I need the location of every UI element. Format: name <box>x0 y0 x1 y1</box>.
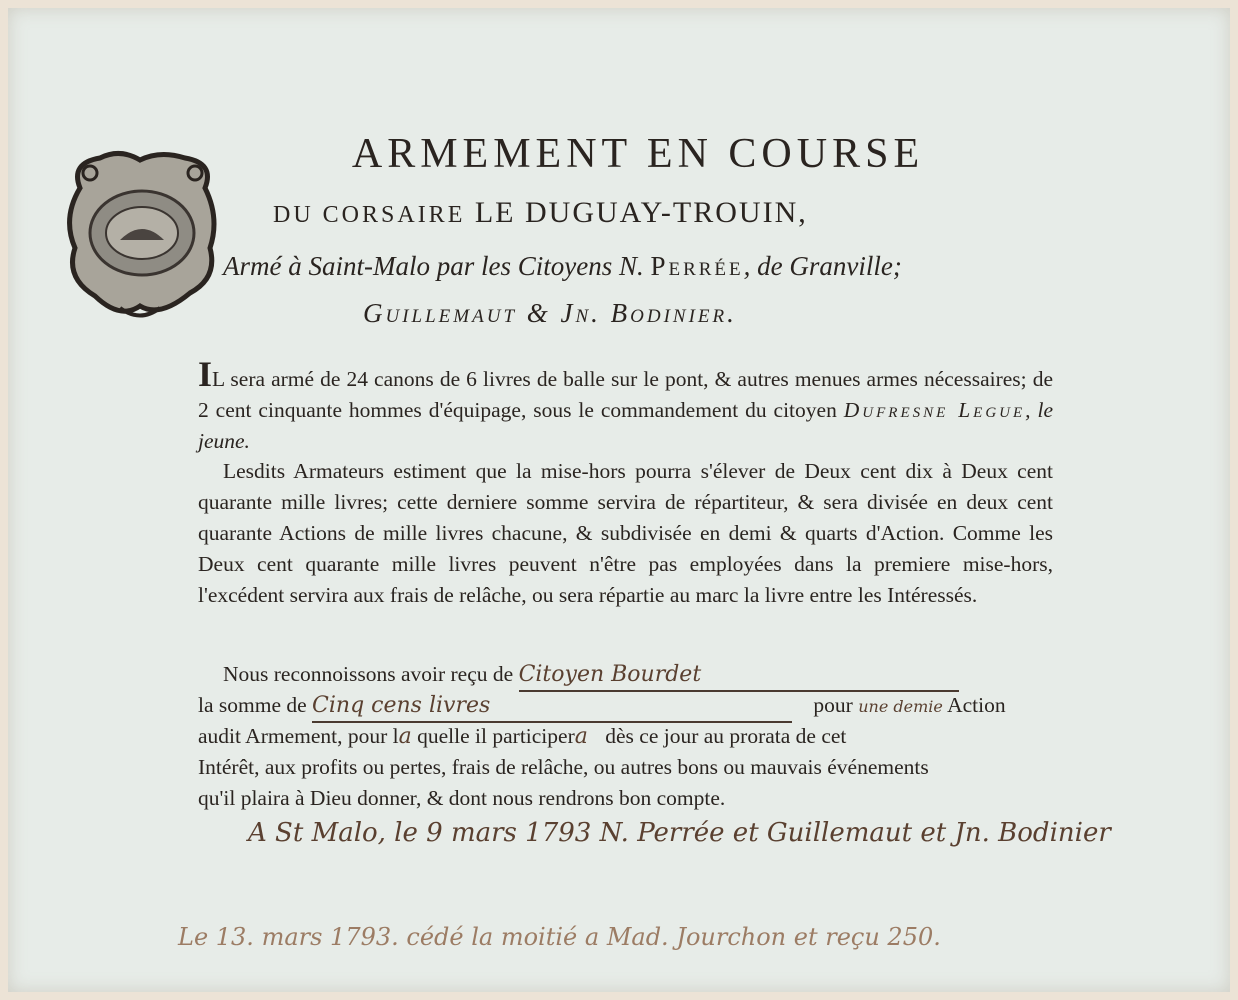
form-row-interest <box>198 752 1053 783</box>
participation-text-b: quelle il participer <box>417 724 575 748</box>
captain-name: Dufresne Legue <box>843 398 1026 422</box>
paragraph-armament <box>198 354 1053 457</box>
armed-line-end: , de Granville; <box>743 251 902 281</box>
armed-line-name: Perrée <box>650 251 744 281</box>
document-sheet <box>8 8 1230 992</box>
paragraph-armament-text: L sera armé de 24 canons de 6 livres de balle sur le pont, & autres menues armes nécessaires; de 2 cent cinquante hommes d'équipage, sous le commandement du citoyen <box>198 367 1053 422</box>
form-row-closing <box>198 783 1053 814</box>
ornamental-seal-stamp <box>60 148 225 323</box>
form-row-received-from <box>198 659 1053 690</box>
participation-hand-a: a <box>398 724 412 749</box>
participation-text-a: audit Armement, pour l <box>198 724 399 748</box>
participation-hand-b: a <box>574 724 588 749</box>
document-subtitle <box>273 196 1033 230</box>
payer-field <box>519 659 959 692</box>
amount-field <box>312 690 792 723</box>
handwritten-annotation: Le 13. mars 1793. cédé la moitié a Mad. Jourchon et reçu 250. <box>178 923 941 951</box>
action-label: Action <box>947 693 1006 717</box>
handwritten-signature: A St Malo, le 9 mars 1793 N. Perrée et Guillemaut et Jn. Bodinier <box>248 818 1111 848</box>
captain-suffix: , le jeune. <box>198 398 1053 453</box>
closing-text: qu'il plaira à Dieu donner, & dont nous rendrons bon compte. <box>198 786 726 810</box>
share-fraction-handwriting: une demie <box>858 697 943 716</box>
drop-cap: I <box>198 354 213 394</box>
armed-by-line <box>223 251 1043 282</box>
owners-line: Guillemaut & Jn. Bodinier. <box>363 298 737 328</box>
armed-line-start: Armé à Saint-Malo par les Citoyens N. <box>223 251 644 281</box>
amount-handwriting: Cinq cens livres <box>312 693 491 718</box>
interest-text: Intérêt, aux profits ou pertes, frais de relâche, ou autres bons ou mauvais événements <box>198 755 929 779</box>
amount-label: la somme de <box>198 693 307 717</box>
participation-text-c: dès ce jour au prorata de cet <box>605 724 847 748</box>
subtitle-prefix: DU CORSAIRE <box>273 202 466 228</box>
payer-handwriting: Citoyen Bourdet <box>518 662 702 687</box>
document-title: ARMEMENT EN COURSE <box>351 131 925 177</box>
form-row-participation <box>198 721 1053 752</box>
paragraph-shares: Lesdits Armateurs estiment que la mise-hors pourra s'élever de Deux cent dix à Deux cent quarante mille livres; cette derniere somme servira de répartiteur, & sera divisée en deux cent quarante Actions de mille livres chacune, & subdivisée en demi & quarts d'Action. Comme les Deux cent quarante mille livres peuvent n'être pas employées dans la premiere mise-hors, l'excédent servira aux frais de relâche, ou sera répartie au marc la livre entre les Intéressés. <box>198 459 1053 607</box>
received-from-label: Nous reconnoissons avoir reçu de <box>223 662 514 686</box>
ship-name: LE DUGUAY-TROUIN, <box>474 196 808 229</box>
receipt-form <box>198 659 1053 814</box>
form-row-amount <box>198 690 1053 721</box>
for-label: pour <box>813 693 853 717</box>
